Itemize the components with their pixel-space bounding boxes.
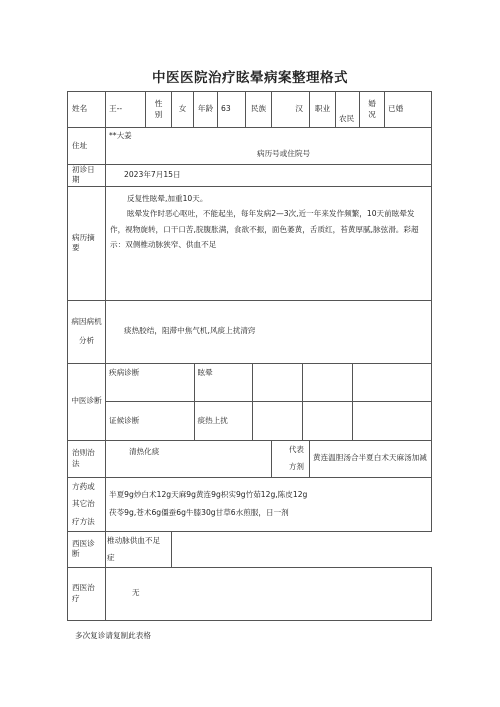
- syndrome-diagnosis-label: 证候诊断: [106, 402, 194, 440]
- etiology-row: [68, 300, 432, 363]
- address-row: [68, 128, 432, 165]
- disease-blank-3: [352, 364, 431, 402]
- age-value: 63: [218, 92, 246, 128]
- etiology-label: 病因病机 分析: [68, 300, 106, 363]
- tcm-diagnosis-label: 中医诊断: [68, 363, 106, 440]
- western-treatment-row: [68, 567, 432, 620]
- form-title: 中医医院治疗眩晕病案整理格式: [152, 70, 348, 86]
- western-diagnosis-value: 椎动脉供血不足 症: [106, 531, 172, 567]
- gender-label: 性 别: [146, 92, 172, 128]
- western-diagnosis-blank: [172, 531, 432, 567]
- prescription-line-2: 茯苓9g,苍术6g僵蚕6g牛膝30g甘草6水煎服，日一剂: [109, 508, 289, 517]
- history-cell: [106, 186, 432, 300]
- name-label: 姓名: [68, 92, 106, 128]
- etiology-value: 痰热胶结，阻滞中焦气机,风痰上扰清窍: [106, 300, 432, 363]
- prescription-value: [106, 477, 432, 531]
- marriage-label: 婚 况: [360, 92, 385, 128]
- treatment-value: 清热化痰: [106, 440, 272, 477]
- history-label: 病历摘要: [68, 186, 106, 300]
- western-diagnosis-row: [68, 531, 432, 567]
- job-value: 农民: [336, 92, 360, 128]
- tcm-diagnosis-row: [68, 363, 432, 440]
- tcm-diagnosis-subtable: [106, 364, 431, 440]
- disease-blank-1: [252, 364, 302, 402]
- history-row: [68, 186, 432, 300]
- syndrome-blank-2: [302, 402, 352, 440]
- prescription-line-1: 半夏9g炒白术12g天麻9g黄连9g枳实9g竹茹12g,陈皮12g: [109, 489, 308, 499]
- prescription-row: [68, 477, 432, 531]
- syndrome-blank-3: [352, 402, 431, 440]
- first-visit-row: [68, 165, 432, 187]
- syndrome-diagnosis-value: 痰热上扰: [194, 402, 252, 440]
- ethnicity-value: 汉: [272, 92, 310, 128]
- western-treatment-label: 西医治疗: [68, 567, 106, 620]
- address-cell: [106, 128, 432, 165]
- name-value: 王--: [106, 92, 146, 128]
- tcm-diagnosis-cell: [106, 363, 432, 440]
- personal-info-row: [68, 92, 432, 128]
- treatment-label: 治则治法: [68, 440, 106, 477]
- western-diagnosis-label: 西医诊断: [68, 531, 106, 567]
- history-chief-complaint: 反复性眩晕,加重10天。: [127, 193, 208, 203]
- gender-value: 女: [172, 92, 194, 128]
- footer-note: 多次复诊请复制此表格: [75, 631, 151, 640]
- prescription-label: 方药或其它治 疗方法: [68, 477, 106, 531]
- western-treatment-value: 无: [106, 567, 432, 620]
- address-label: 住址: [68, 128, 106, 165]
- address-value: **大姜: [109, 131, 132, 140]
- job-label: 职业: [310, 92, 336, 128]
- disease-diagnosis-label: 疾病诊断: [106, 364, 194, 402]
- history-details: 眩晕发作时恶心呕吐，不能起坐，每年发病2—3次,近一年来发作频繁，10天前眩晕发作，视物旋转，口干口苦,脘腹胀满，食欲不振，面色萎黄，舌质红，苔黄厚腻,脉弦滑。彩超示：双侧椎动脉狭窄、供血不足: [110, 209, 419, 250]
- first-visit-label: 初诊日期: [68, 165, 106, 187]
- disease-blank-2: [302, 364, 352, 402]
- syndrome-blank-1: [252, 402, 302, 440]
- formula-value: 黄连温胆汤合半夏白术天麻汤加减: [310, 440, 432, 477]
- disease-diagnosis-value: 眩晕: [194, 364, 252, 402]
- formula-label: 代表 方剂: [272, 440, 310, 477]
- first-visit-value: 2023年7月15日: [106, 165, 432, 187]
- treatment-row: [68, 440, 432, 477]
- case-record-table: [67, 91, 432, 621]
- age-label: 年龄: [194, 92, 218, 128]
- record-number-label: 病历号或住院号: [257, 149, 311, 158]
- ethnicity-label: 民族: [246, 92, 272, 128]
- marriage-value: 已婚: [385, 92, 432, 128]
